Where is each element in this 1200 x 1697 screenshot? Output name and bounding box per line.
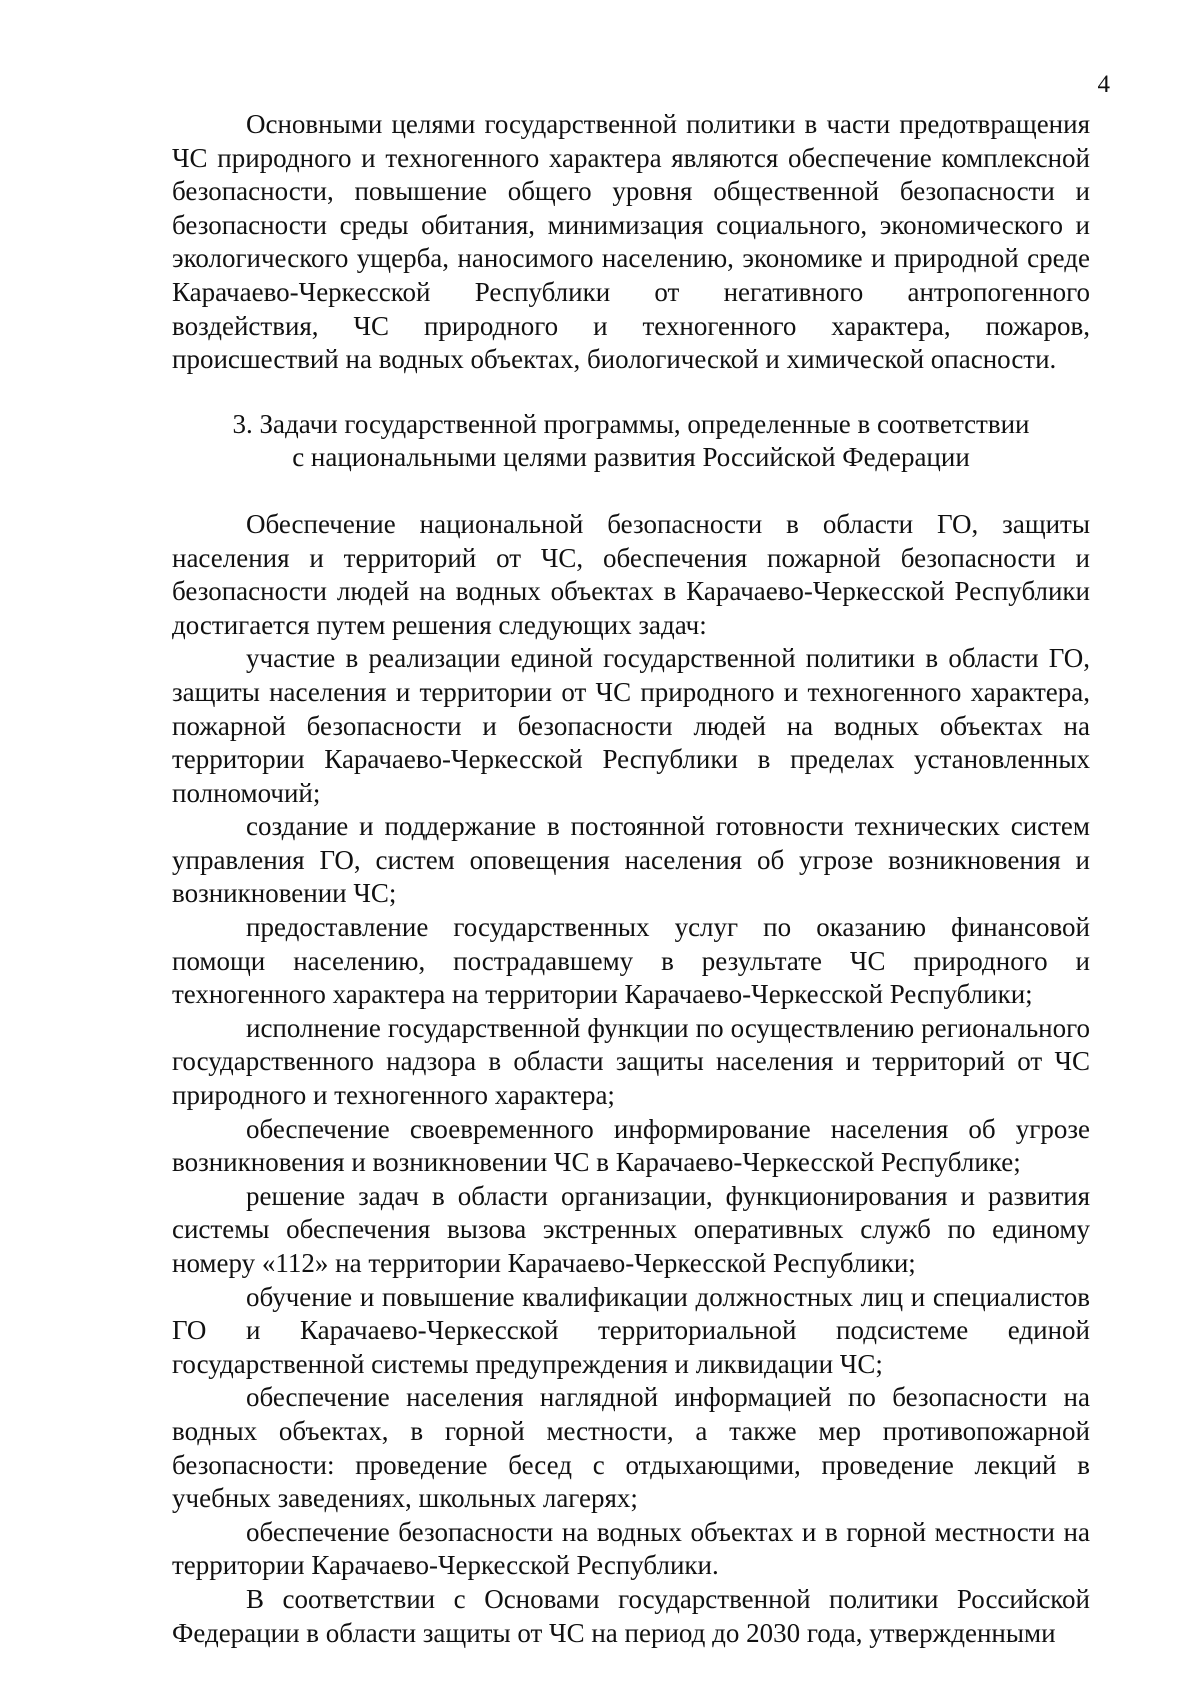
task-item: обеспечение своевременного информирование населения об угрозе возникновения и возникновении ЧС в Карачаево-Черкесской Республике;: [172, 1113, 1090, 1178]
section-heading: [172, 408, 1090, 475]
task-item: создание и поддержание в постоянной готовности технических систем управления ГО, систем оповещения населения об угрозе возникновения и возникновении ЧС;: [172, 811, 1090, 909]
page-number: 4: [1097, 71, 1110, 98]
section-heading-line-2: с национальными целями развития Российской Федерации: [292, 442, 970, 473]
task-item: обучение и повышение квалификации должностных лиц и специалистов ГО и Карачаево-Черкесской территориальной подсистеме единой государственной системы предупреждения и ликвидации ЧС;: [172, 1281, 1090, 1379]
intro-paragraph: Основными целями государственной политики в части предотвращения ЧС природного и техногенного характера являются обеспечение комплексной безопасности, повышение общего уровня общественной безопасности и безопасности среды обитания, минимизация социального, экономического и экологического ущерба, наносимого населению, экономике и природной среде Карачаево-Черкесской Республики от негативного антропогенного воздействия, ЧС природного и техногенного характера, пожаров, происшествий на водных объектах, биологической и химической опасности.: [172, 109, 1090, 375]
closing-paragraph: В соответствии с Основами государственной политики Российской Федерации в области защиты от ЧС на период до 2030 года, утвержденными: [172, 1583, 1090, 1648]
task-list: [172, 642, 1090, 1583]
task-item: решение задач в области организации, функционирования и развития системы обеспечения вызова экстренных оперативных служб по единому номеру «112» на территории Карачаево-Черкесской Республики;: [172, 1180, 1090, 1278]
document-body: [172, 108, 1090, 1650]
task-item: обеспечение населения наглядной информацией по безопасности на водных объектах, в горной местности, а также мер противопожарной безопасности: проведение бесед с отдыхающими, проведение лекций в учебных заведениях, школьных лагерях;: [172, 1382, 1090, 1514]
task-item: участие в реализации единой государственной политики в области ГО, защиты населения и территории от ЧС природного и техногенного характера, пожарной безопасности и безопасности людей на водных объектах на территории Карачаево-Черкесской Республики в пределах установленных полномочий;: [172, 643, 1090, 808]
task-item: обеспечение безопасности на водных объектах и в горной местности на территории Карачаево-Черкесской Республики.: [172, 1516, 1090, 1581]
lead-paragraph: Обеспечение национальной безопасности в области ГО, защиты населения и территорий от ЧС, обеспечения пожарной безопасности и безопасности людей на водных объектах в Карачаево-Черкесской Республики достигается путем решения следующих задач:: [172, 508, 1090, 640]
task-item: исполнение государственной функции по осуществлению регионального государственного надзора в области защиты населения и территорий от ЧС природного и техногенного характера;: [172, 1012, 1090, 1111]
task-item: предоставление государственных услуг по оказанию финансовой помощи населению, пострадавшему в результате ЧС природного и техногенного характера на территории Карачаево-Черкесской Республики;: [172, 912, 1090, 1010]
section-heading-line-1: 3. Задачи государственной программы, определенные в соответствии: [232, 408, 1030, 439]
